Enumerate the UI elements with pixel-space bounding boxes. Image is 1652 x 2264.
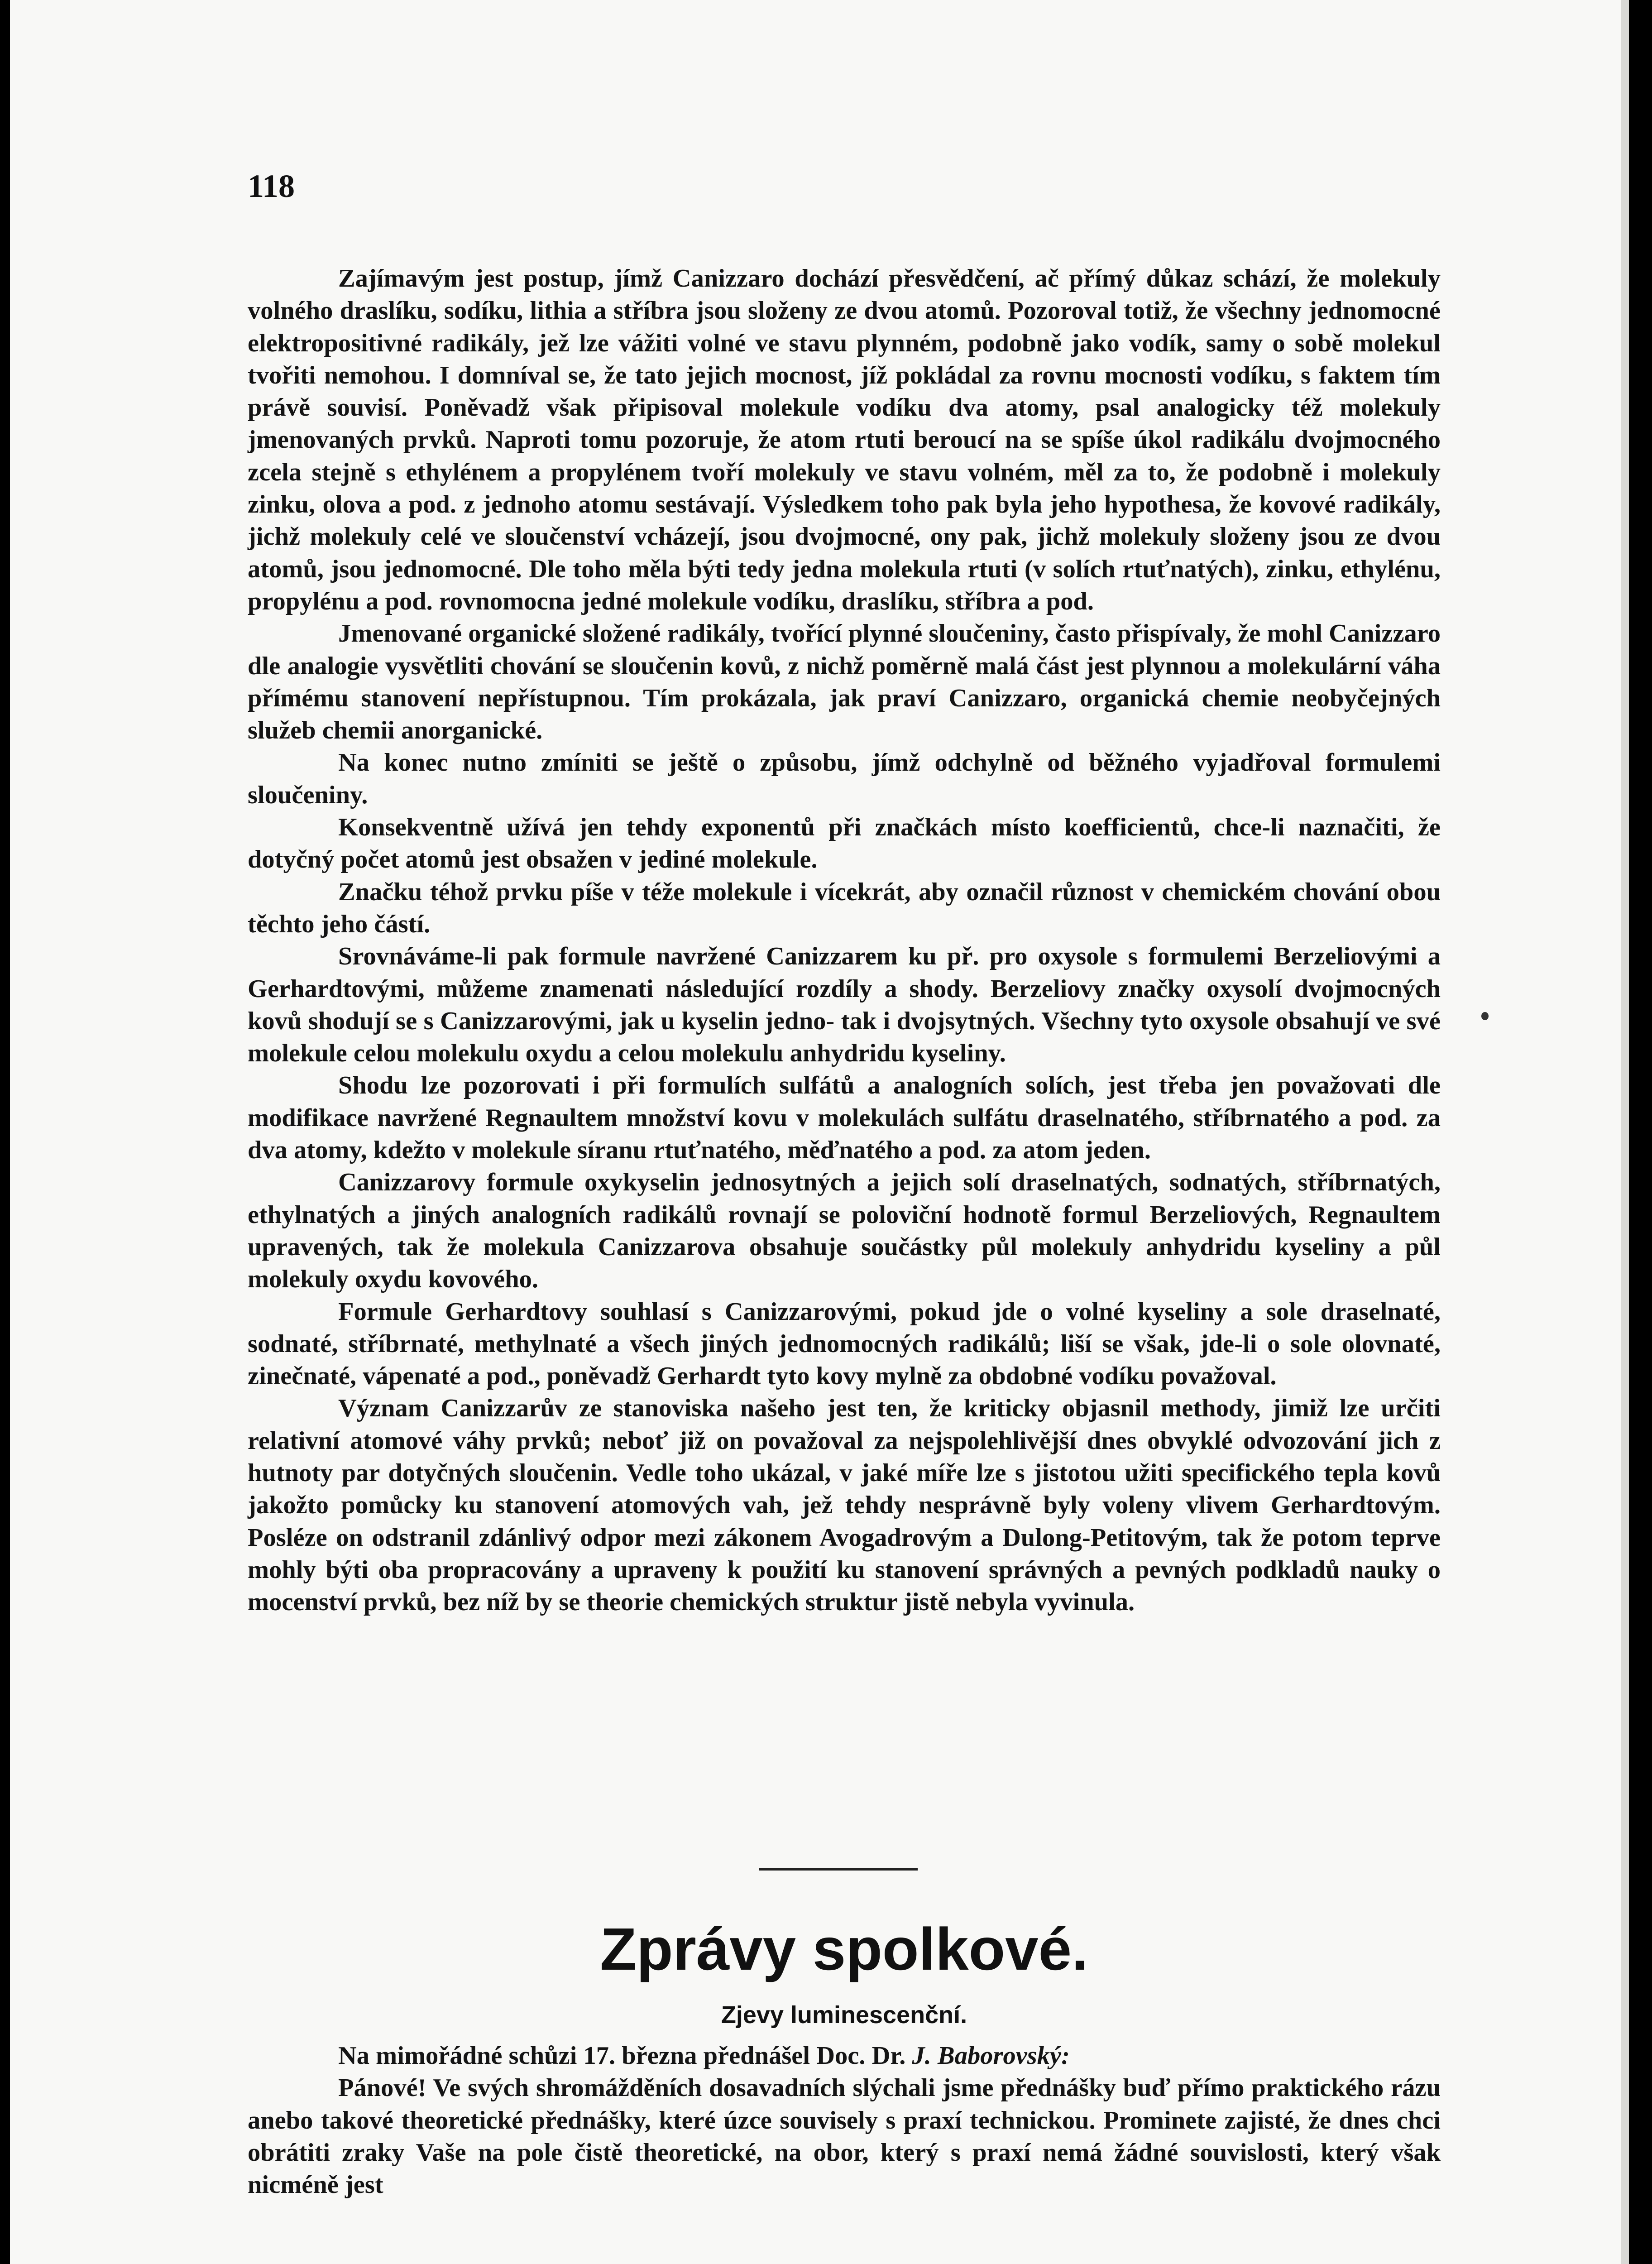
page-edge-shadow <box>1621 0 1629 2264</box>
article-paragraph-2: Jmenované organické složené radikály, tvořící plynné sloučeniny, často přispívaly, že mohl Canizzaro dle analogie vysvětliti chování se sloučenin kovů, z nichž poměrně malá část jest plynnou a molekulární váha přímému stanovení nepřístupnou. Tím prokázala, jak praví Canizzaro, organická chemie neobyčejných služeb chemii anorganické. <box>248 619 1441 745</box>
lecture-paragraph: Pánové! Ve svých shromážděních dosavadních slýchali jsme přednášky buď přímo praktického rázu anebo takové theoretické přednášky, které úzce souvisely s praxí technickou. Prominete zajisté, že dnes chci obrátiti zraky Vaše na pole čistě theoretické, na obor, který s praxí nemá žádné souvislosti, který však nicméně jest <box>248 2074 1441 2199</box>
article-paragraph-7: Shodu lze pozorovati i při formulích sulfátů a analogních solích, jest třeba jen považovati dle modifikace navržené Regnaultem množství kovu v molekulách sulfátu draselnatého, stříbrnatého a pod. za dva atomy, kdežto v molekule síranu rtuťnatého, měďnatého a pod. za atom jeden. <box>248 1071 1441 1165</box>
page-number: 118 <box>248 168 295 204</box>
lecture-subheading: Zjevy luminescenční. <box>721 2001 967 2029</box>
section-divider-rule <box>759 1868 918 1871</box>
article-body <box>248 263 1441 1618</box>
section-title: Zprávy spolkové. <box>600 1916 1088 1982</box>
article-paragraph-10: Význam Canizzarův ze stanoviska našeho jest ten, že kriticky objasnil methody, jimiž lze určiti relativní atomové váhy prvků; neboť již on považoval za nejspolehlivější dnes obvyklé odvozování jich z hutnoty par dotyčných sloučenin. Vedle toho ukázal, v jaké míře lze s jistotou užiti specifického tepla kovů jakožto pomůcky ku stanovení atomových vah, jež tehdy nesprávně byly voleny vlivem Gerhardtovým. Posléze on odstranil zdánlivý odpor mezi zákonem Avogadrovým a Dulong-Petitovým, tak že potom teprve mohly býti oba propracovány a upraveny k použití ku stanovení správných a pevných podkladů nauky o mocenství prvků, bez níž by se theorie chemických struktur jistě nebyla vyvinula. <box>248 1394 1441 1616</box>
lecture-speaker: J. Baborovský: <box>912 2042 1070 2070</box>
article-paragraph-9: Formule Gerhardtovy souhlasí s Canizzarovými, pokud jde o volné kyseliny a sole draselnaté, sodnaté, stříbrnaté, methylnaté a všech jiných jednomocných radikálů; liší se však, jde-li o sole olovnaté, zinečnaté, vápenaté a pod., poněvadž Gerhardt tyto kovy mylně za obdobné vodíku považoval. <box>248 1297 1441 1391</box>
article-paragraph-5: Značku téhož prvku píše v téže molekule i vícekrát, aby označil různost v chemickém chování obou těchto jeho částí. <box>248 878 1441 938</box>
article-paragraph-3: Na konec nutno zmíniti se ještě o způsobu, jímž odchylně od běžného vyjadřoval formulemi sloučeniny. <box>248 748 1441 809</box>
article-paragraph-4: Konsekventně užívá jen tehdy exponentů při značkách místo koefficientů, chce-li naznačiti, že dotyčný počet atomů jest obsažen v jediné molekule. <box>248 813 1441 874</box>
lecture-body <box>248 2040 1441 2201</box>
article-paragraph-8: Canizzarovy formule oxykyselin jednosytných a jejich solí draselnatých, sodnatých, stříbrnatých, ethylnatých a jiných analogních radikálů rovnají se poloviční hodnotě formul Berzeliových, Regnaultem upravených, tak že molekula Canizzarova obsahuje součástky půl molekuly anhydridu kyseliny a půl molekuly oxydu kovového. <box>248 1168 1441 1294</box>
lecture-intro: Na mimořádné schůzi 17. března přednášel Doc. Dr. <box>338 2042 906 2070</box>
article-paragraph-1: Zajímavým jest postup, jímž Canizzaro dochází přesvědčení, ač přímý důkaz schází, že molekuly volného draslíku, sodíku, lithia a stříbra jsou složeny ze dvou atomů. Pozoroval totiž, že všechny jednomocné elektropositivné radikály, jež lze vážiti volné ve stavu plynném, podobně jako vodík, samy o sobě molekul tvořiti nemohou. I domníval se, že tato jejich mocnost, jíž pokládal za rovnu mocnosti vodíku, s faktem tím právě souvisí. Poněvadž však připisoval molekule vodíku dva atomy, psal analogicky též molekuly jmenovaných prvků. Naproti tomu pozoruje, že atom rtuti beroucí na se spíše úkol radikálu dvojmocného zcela stejně s ethylénem a propylénem tvoří molekuly ve stavu volném, měl za to, že podobně i molekuly zinku, olova a pod. z jednoho atomu sestávají. Výsledkem toho pak byla jeho hypothesa, že kovové radikály, jichž molekuly celé ve sloučenství vcházejí, jsou dvojmocné, ony pak, jichž molekuly složeny jsou ze dvou atomů, jsou jednomocné. Dle toho měla býti tedy jedna molekula rtuti (v solích rtuťnatých), zinku, ethylénu, propylénu a pod. rovnomocna jedné molekule vodíku, draslíku, stříbra a pod. <box>248 264 1441 615</box>
print-speck-mark <box>1481 1012 1489 1020</box>
lecture-intro-line <box>248 2040 1441 2072</box>
article-paragraph-6: Srovnáváme-li pak formule navržené Canizzarem ku př. pro oxysole s formulemi Berzeliovými a Gerhardtovými, můžeme znamenati následující rozdíly a shody. Berzeliovy značky oxysolí dvojmocných kovů shodují se s Canizzarovými, jak u kyselin jedno- tak i dvojsytných. Všechny tyto oxysole obsahují ve své molekule celou molekulu oxydu a celou molekulu anhydridu kyseliny. <box>248 942 1441 1068</box>
journal-page <box>10 0 1629 2264</box>
